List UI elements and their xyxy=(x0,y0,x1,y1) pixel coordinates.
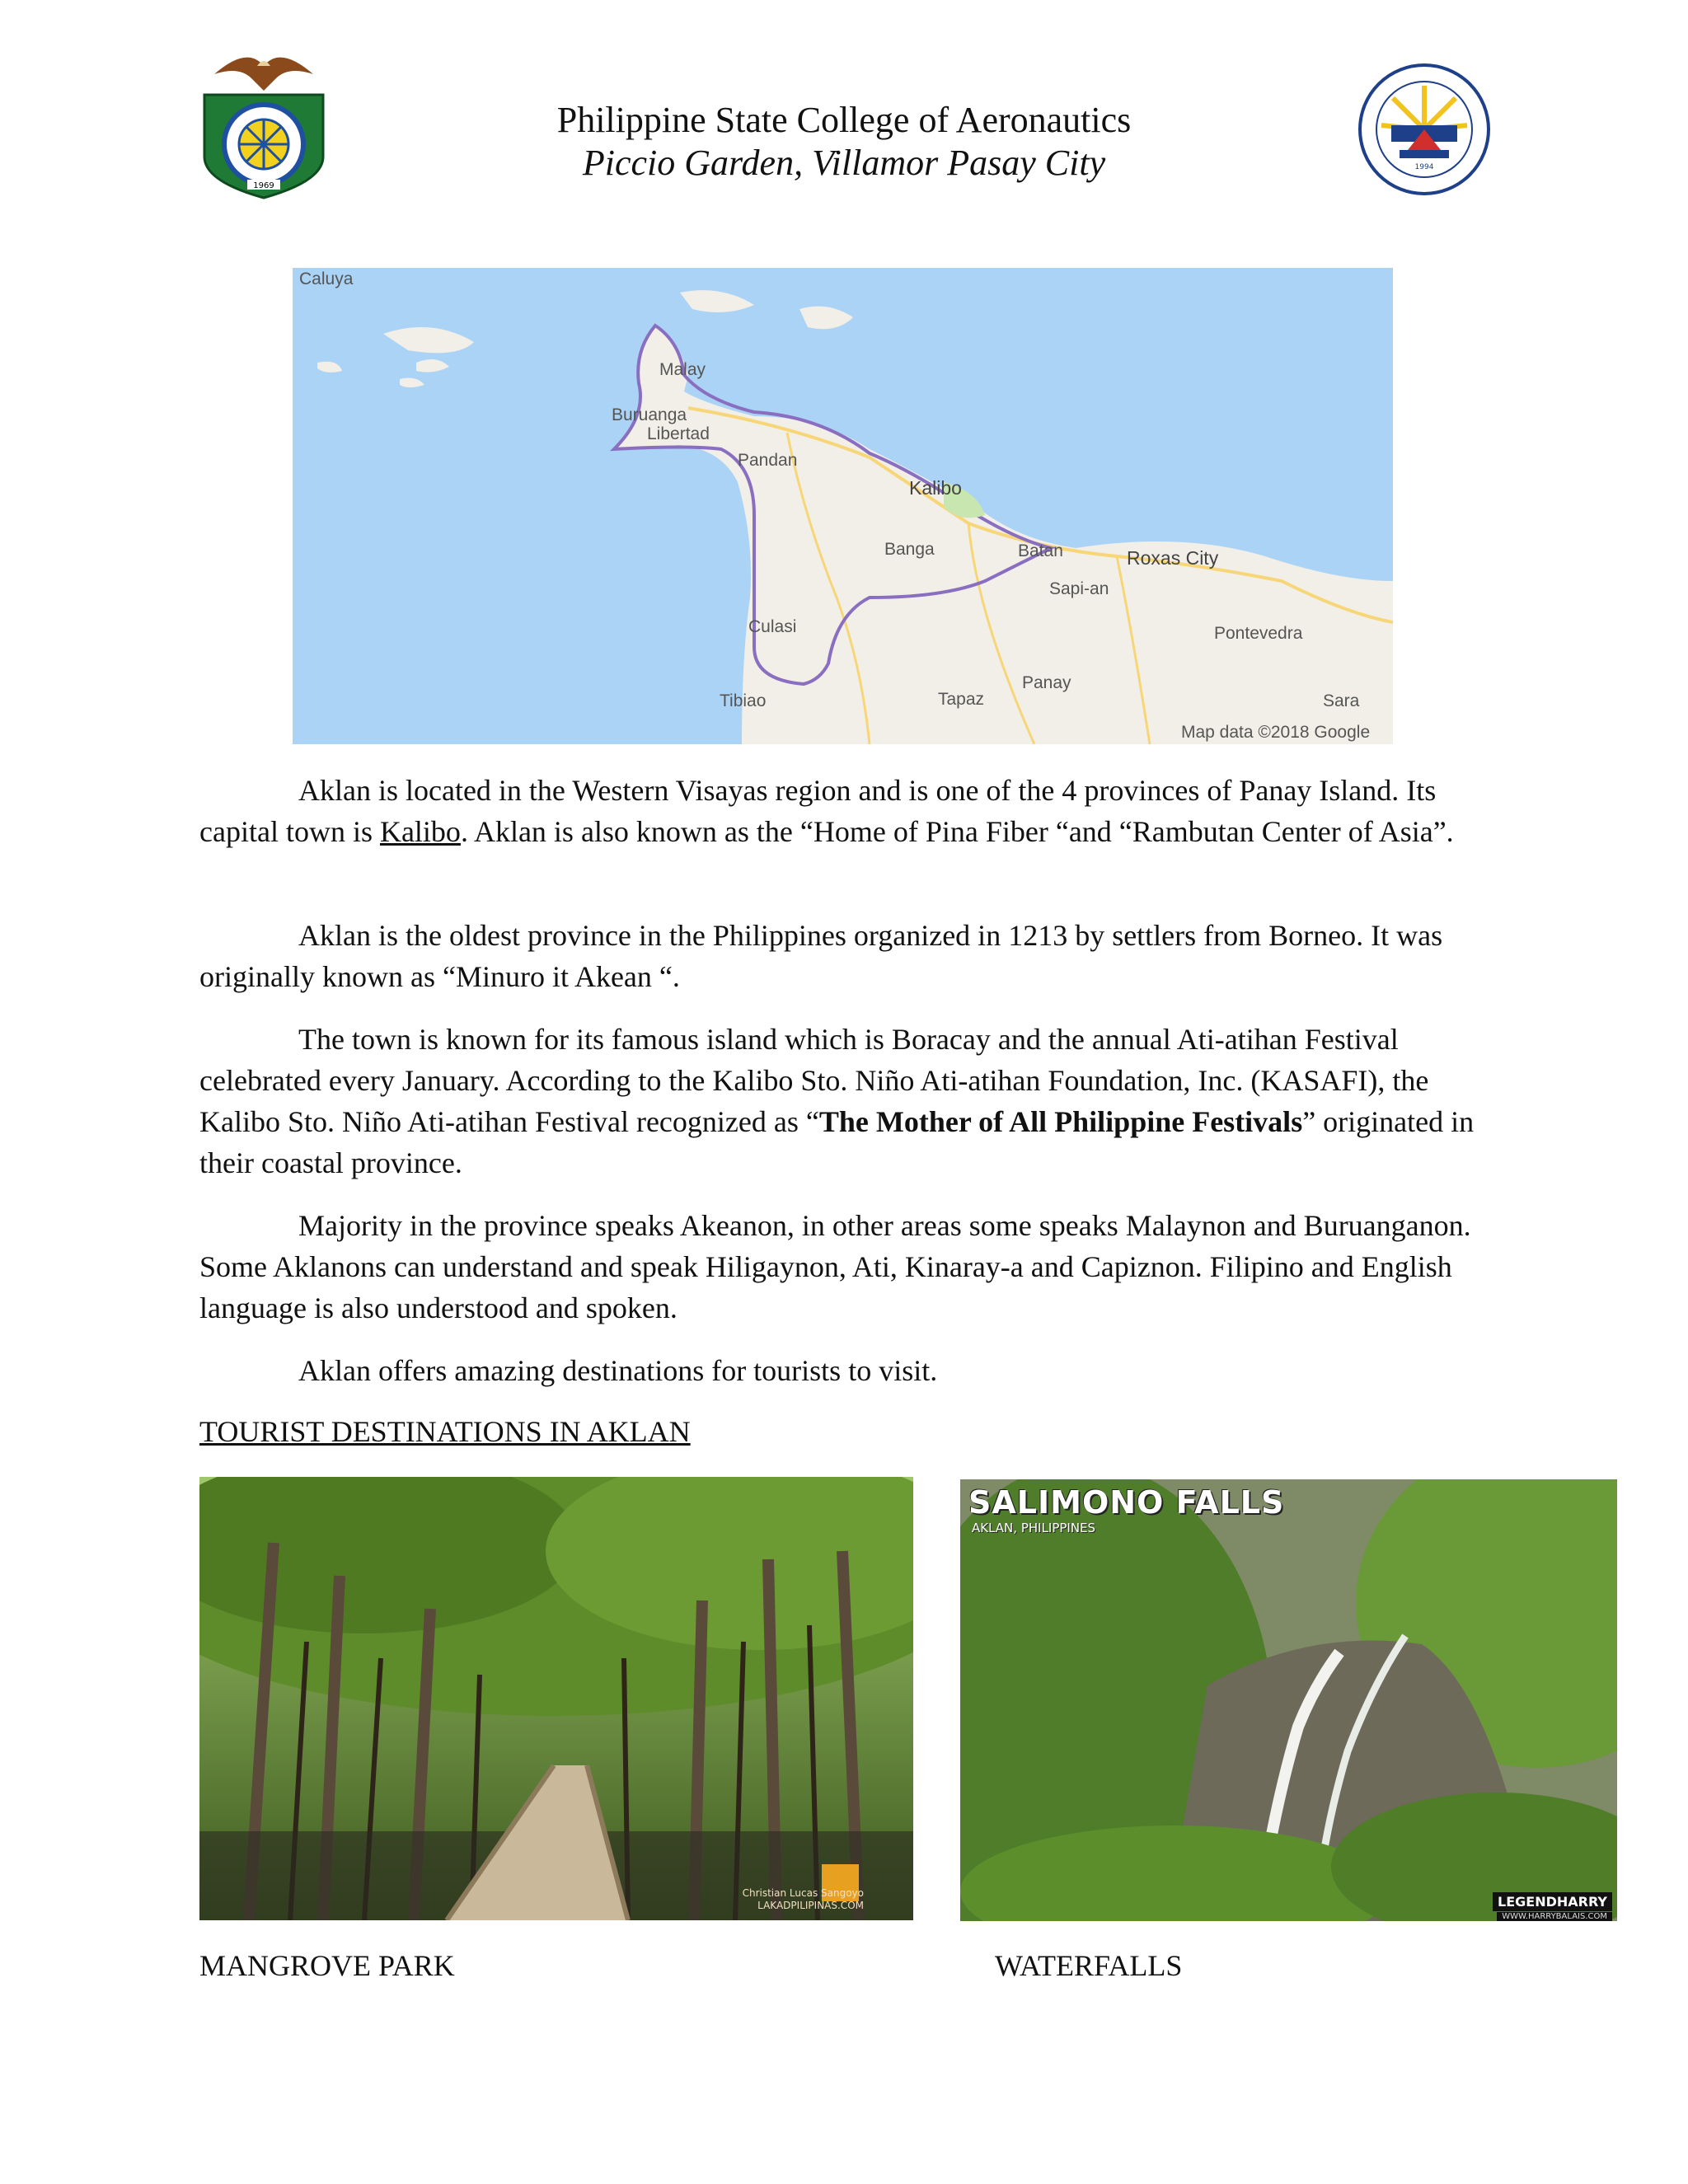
falls-photo-title: SALIMONO FALLS xyxy=(968,1484,1285,1521)
paragraph-festival: The town is known for its famous island which is Boracay and the annual Ati-atihan Festival celebrated every January. According to the Kalibo Sto. Niño Ati-atihan Foundation, Inc. (KASAFI), the Kalibo Sto. Niño Ati-atihan Festival recognized as “The Mother of All Philippine Festivals” originated in their coastal province. xyxy=(199,1023,1475,1179)
paragraph-location: Aklan is located in the Western Visayas region and is one of the 4 provinces of Panay Island. Its capital town is Kalibo. Aklan is also known as the “Home of Pina Fiber “and “Rambutan Center of Asia”. xyxy=(199,774,1454,848)
paragraph-languages: Majority in the province speaks Akeanon, in other areas some speaks Malaynon and Buruanganon. Some Aklanons can understand and speak Hiligaynon, Ati, Kinaray-a and Capiznon. Filipino and English language is also understood and spoken. xyxy=(199,1209,1471,1324)
map-label-panay: Panay xyxy=(1022,673,1071,692)
map-label-buruanga: Buruanga xyxy=(612,405,687,424)
map-label-kalibo: Kalibo xyxy=(909,477,962,499)
map-label-sapi-an: Sapi-an xyxy=(1049,579,1109,598)
falls-photo-brand: LEGENDHARRY xyxy=(1493,1892,1612,1911)
aklan-map xyxy=(293,268,1393,744)
section-heading: TOURIST DESTINATIONS IN AKLAN xyxy=(199,1415,691,1448)
falls-photo-subtitle: AKLAN, PHILIPPINES xyxy=(972,1521,1096,1535)
caption-mangrove-park: MANGROVE PARK xyxy=(199,1949,455,1982)
photo-credit: Christian Lucas Sangoyo LAKADPILIPINAS.COM xyxy=(742,1887,864,1911)
map-label-pontevedra: Pontevedra xyxy=(1214,624,1303,643)
map-label-tapaz: Tapaz xyxy=(938,690,985,709)
map-label-libertad: Libertad xyxy=(647,424,710,443)
map-label-batan: Batan xyxy=(1018,541,1063,560)
svg-text:1994: 1994 xyxy=(1414,163,1434,171)
svg-text:1969: 1969 xyxy=(253,181,274,190)
map-attribution: Map data ©2018 Google xyxy=(1181,723,1371,742)
falls-photo-brand-url: WWW.HARRYBALAIS.COM xyxy=(1497,1912,1612,1921)
caption-waterfalls: WATERFALLS xyxy=(995,1949,1183,1982)
map-label-malay: Malay xyxy=(659,360,706,379)
map-label-roxas-city: Roxas City xyxy=(1127,547,1219,569)
map-label-caluya: Caluya xyxy=(299,269,354,288)
map-label-banga: Banga xyxy=(884,540,935,559)
paragraph-history: Aklan is the oldest province in the Philippines organized in 1213 by settlers from Borneo. It was originally known as “Minuro it Akean “. xyxy=(199,919,1443,993)
map-label-tibiao: Tibiao xyxy=(720,691,767,710)
paragraph-destinations: Aklan offers amazing destinations for tourists to visit. xyxy=(298,1354,938,1387)
map-label-sara: Sara xyxy=(1323,691,1360,710)
college-address: Piccio Garden, Villamor Pasay City xyxy=(582,143,1106,183)
kalibo-link[interactable]: Kalibo xyxy=(379,815,461,848)
college-name: Philippine State College of Aeronautics xyxy=(556,100,1132,140)
map-label-pandan: Pandan xyxy=(738,451,798,470)
salimono-falls-photo xyxy=(960,1479,1617,1921)
map-label-culasi: Culasi xyxy=(748,617,797,636)
mangrove-park-photo xyxy=(199,1477,913,1920)
